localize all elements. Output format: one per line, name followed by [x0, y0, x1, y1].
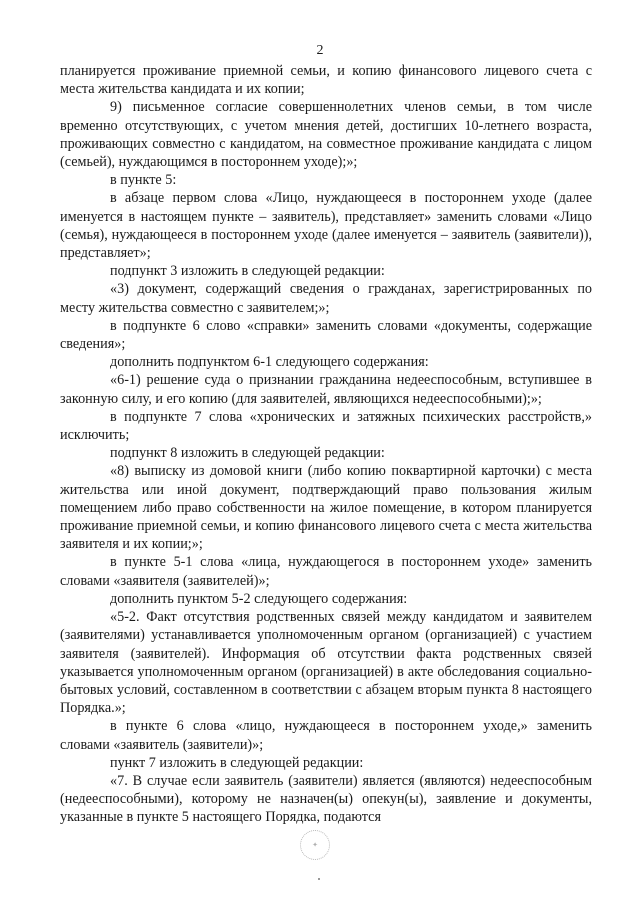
paragraph: «7. В случае если заявитель (заявители) является (являются) недееспособным (недееспособными), которому не назначен(ы) опекун(ы), заявление и документы, указанные в пункте 5 настоящего Порядка, подаются [60, 772, 592, 826]
stamp-mark: ✦ [300, 830, 330, 860]
paragraph: дополнить пунктом 5-2 следующего содержания: [110, 590, 408, 607]
paragraph: в подпункте 7 слова «хронических и затяжных психических расстройств,» исключить; [60, 408, 592, 444]
paragraph: в пункте 5: [110, 172, 177, 189]
page-number: 2 [316, 43, 324, 58]
paragraph: в пункте 6 слова «лицо, нуждающееся в постороннем уходе,» заменить словами «заявитель (заявители)»; [60, 718, 592, 753]
paragraph: пункт 7 изложить в следующей редакции: [110, 754, 364, 771]
paragraph: дополнить подпунктом 6-1 следующего содержания: [110, 354, 429, 371]
paragraph: подпункт 8 изложить в следующей редакции: [110, 445, 385, 462]
document-body [60, 62, 592, 827]
paragraph: «6-1) решение суда о признании гражданина недееспособным, вступившее в законную силу, и его копию (для заявителей, являющихся недееспособными);»; [60, 372, 592, 407]
paragraph: 9) письменное согласие совершеннолетних членов семьи, в том числе временно отсутствующих, с учетом мнения детей, достигших 10-летнего возраста, проживающих совместно с кандидатом, на совместное проживание кандидата с лицом (семьей), нуждающимся в постороннем уходе);»; [60, 99, 592, 171]
paragraph: в пункте 5-1 слова «лица, нуждающегося в постороннем уходе» заменить словами «заявителя (заявителей)»; [60, 554, 592, 589]
paragraph: в абзаце первом слова «Лицо, нуждающееся в постороннем уходе (далее именуется в настоящем пункте – заявитель), представляет» заменить словами «Лицо (семья), нуждающееся в постороннем уходе (далее именуется – заявитель (заявители)), представляет»; [60, 190, 592, 262]
paragraph: «5-2. Факт отсутствия родственных связей между кандидатом и заявителем (заявителями) устанавливается уполномоченным органом (организацией) с участием заявителя (заявителей). Информация об отсутствии факта родственных связей указывается уполномоченным органом (организацией) в акте обследования социально-бытовых условий, составленном в соответствии с абзацем вторым пункта 8 настоящего Порядка.»; [60, 609, 592, 717]
paragraph: подпункт 3 изложить в следующей редакции: [110, 263, 385, 280]
scan-speck [318, 878, 320, 880]
paragraph: «8) выписку из домовой книги (либо копию поквартирной карточки) с места жительства или иной документ, подтверждающий право пользования жилым помещением либо право собственности на жилое помещение, в котором планируется проживание приемной семьи, и копию финансового лицевого счета с места жительства заявителя и их копии;»; [60, 463, 592, 553]
paragraph: «3) документ, содержащий сведения о гражданах, зарегистрированных по месту жительства совместно с заявителем;»; [60, 281, 592, 316]
paragraph: в подпункте 6 слово «справки» заменить словами «документы, содержащие сведения»; [60, 317, 592, 353]
paragraph: планируется проживание приемной семьи, и копию финансового лицевого счета с места жительства кандидата и их копии; [60, 63, 592, 98]
